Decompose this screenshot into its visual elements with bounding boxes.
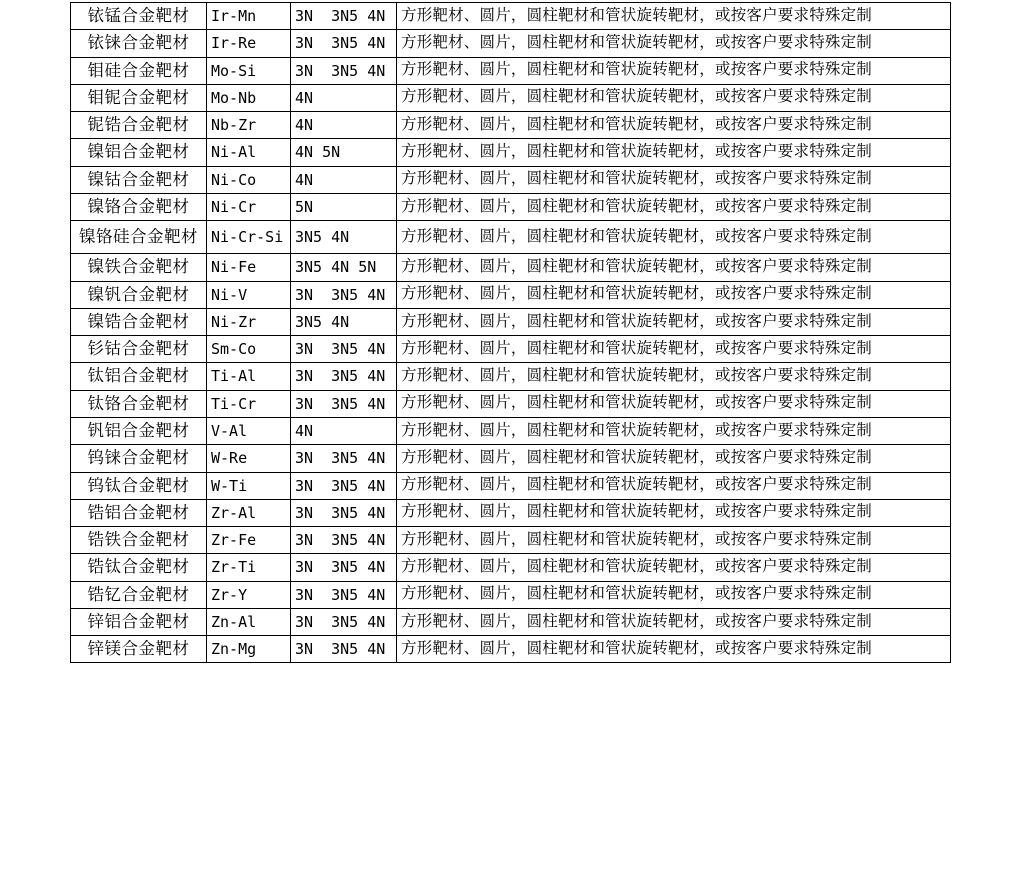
cell-product-name: 钛铬合金靶材 [71,390,207,417]
cell-product-name: 锆铁合金靶材 [71,527,207,554]
cell-purity: 3N 3N5 4N [291,30,397,57]
cell-product-name: 钒铝合金靶材 [71,417,207,444]
table-row [71,193,951,220]
table-body [71,3,951,663]
cell-purity: 3N 3N5 4N [291,554,397,581]
cell-purity: 4N [291,417,397,444]
cell-purity: 3N5 4N 5N [291,254,397,281]
cell-chemical-symbol: V-Al [207,417,291,444]
table-row [71,363,951,390]
table-row [71,84,951,111]
cell-purity: 4N 5N [291,139,397,166]
cell-purity: 3N 3N5 4N [291,336,397,363]
cell-description: 方形靶材、圆片，圆柱靶材和管状旋转靶材，或按客户要求特殊定制 [397,30,951,57]
table-row [71,166,951,193]
cell-product-name: 镍铝合金靶材 [71,139,207,166]
table-row [71,308,951,335]
cell-description: 方形靶材、圆片，圆柱靶材和管状旋转靶材，或按客户要求特殊定制 [397,281,951,308]
cell-product-name: 铱铼合金靶材 [71,30,207,57]
cell-description: 方形靶材、圆片，圆柱靶材和管状旋转靶材，或按客户要求特殊定制 [397,336,951,363]
table-row [71,254,951,281]
cell-chemical-symbol: Ni-Zr [207,308,291,335]
cell-description: 方形靶材、圆片，圆柱靶材和管状旋转靶材，或按客户要求特殊定制 [397,308,951,335]
cell-product-name: 镍铬合金靶材 [71,193,207,220]
table-row [71,30,951,57]
cell-description: 方形靶材、圆片，圆柱靶材和管状旋转靶材，或按客户要求特殊定制 [397,57,951,84]
cell-purity: 3N 3N5 4N [291,363,397,390]
table-row [71,554,951,581]
cell-chemical-symbol: Zn-Al [207,608,291,635]
cell-chemical-symbol: Zr-Y [207,581,291,608]
table-row [71,139,951,166]
cell-purity: 3N 3N5 4N [291,390,397,417]
cell-product-name: 钼铌合金靶材 [71,84,207,111]
cell-purity: 3N 3N5 4N [291,636,397,663]
cell-description: 方形靶材、圆片，圆柱靶材和管状旋转靶材，或按客户要求特殊定制 [397,581,951,608]
cell-chemical-symbol: Ir-Re [207,30,291,57]
cell-purity: 3N 3N5 4N [291,57,397,84]
cell-description: 方形靶材、圆片，圆柱靶材和管状旋转靶材，或按客户要求特殊定制 [397,554,951,581]
table-row [71,608,951,635]
cell-purity: 3N 3N5 4N [291,499,397,526]
cell-description: 方形靶材、圆片，圆柱靶材和管状旋转靶材，或按客户要求特殊定制 [397,193,951,220]
cell-purity: 4N [291,112,397,139]
cell-description: 方形靶材、圆片，圆柱靶材和管状旋转靶材，或按客户要求特殊定制 [397,636,951,663]
cell-product-name: 锌镁合金靶材 [71,636,207,663]
cell-chemical-symbol: Zr-Fe [207,527,291,554]
cell-purity: 3N 3N5 4N [291,527,397,554]
cell-product-name: 锌铝合金靶材 [71,608,207,635]
cell-description: 方形靶材、圆片，圆柱靶材和管状旋转靶材，或按客户要求特殊定制 [397,139,951,166]
cell-chemical-symbol: Ni-Fe [207,254,291,281]
cell-description: 方形靶材、圆片，圆柱靶材和管状旋转靶材，或按客户要求特殊定制 [397,84,951,111]
cell-chemical-symbol: Ni-Al [207,139,291,166]
cell-chemical-symbol: Ni-V [207,281,291,308]
cell-product-name: 锆钛合金靶材 [71,554,207,581]
table-row [71,336,951,363]
cell-description: 方形靶材、圆片，圆柱靶材和管状旋转靶材，或按客户要求特殊定制 [397,3,951,30]
cell-purity: 3N 3N5 4N [291,445,397,472]
cell-chemical-symbol: W-Ti [207,472,291,499]
cell-chemical-symbol: Ni-Cr-Si [207,221,291,254]
cell-product-name: 镍钒合金靶材 [71,281,207,308]
cell-purity: 5N [291,193,397,220]
cell-description: 方形靶材、圆片，圆柱靶材和管状旋转靶材，或按客户要求特殊定制 [397,417,951,444]
cell-product-name: 钨铼合金靶材 [71,445,207,472]
cell-chemical-symbol: Ti-Cr [207,390,291,417]
cell-purity: 3N 3N5 4N [291,3,397,30]
cell-product-name: 钨钛合金靶材 [71,472,207,499]
cell-description: 方形靶材、圆片，圆柱靶材和管状旋转靶材，或按客户要求特殊定制 [397,445,951,472]
table-row [71,636,951,663]
cell-chemical-symbol: Ni-Cr [207,193,291,220]
cell-description: 方形靶材、圆片，圆柱靶材和管状旋转靶材，或按客户要求特殊定制 [397,254,951,281]
document-page [0,2,1032,884]
cell-description: 方形靶材、圆片，圆柱靶材和管状旋转靶材，或按客户要求特殊定制 [397,472,951,499]
cell-description: 方形靶材、圆片，圆柱靶材和管状旋转靶材，或按客户要求特殊定制 [397,390,951,417]
cell-purity: 3N5 4N [291,308,397,335]
alloy-target-spec-table [70,2,951,663]
cell-product-name: 锆铝合金靶材 [71,499,207,526]
cell-chemical-symbol: Mo-Si [207,57,291,84]
cell-description: 方形靶材、圆片，圆柱靶材和管状旋转靶材，或按客户要求特殊定制 [397,112,951,139]
cell-purity: 4N [291,166,397,193]
cell-product-name: 镍锆合金靶材 [71,308,207,335]
cell-purity: 3N 3N5 4N [291,281,397,308]
cell-chemical-symbol: Ni-Co [207,166,291,193]
table-row [71,445,951,472]
cell-chemical-symbol: Zn-Mg [207,636,291,663]
cell-product-name: 钐钴合金靶材 [71,336,207,363]
cell-purity: 3N 3N5 4N [291,472,397,499]
cell-product-name: 镍铁合金靶材 [71,254,207,281]
cell-description: 方形靶材、圆片，圆柱靶材和管状旋转靶材，或按客户要求特殊定制 [397,608,951,635]
cell-description: 方形靶材、圆片，圆柱靶材和管状旋转靶材，或按客户要求特殊定制 [397,221,951,254]
table-row [71,527,951,554]
cell-description: 方形靶材、圆片，圆柱靶材和管状旋转靶材，或按客户要求特殊定制 [397,499,951,526]
cell-purity: 4N [291,84,397,111]
cell-chemical-symbol: Mo-Nb [207,84,291,111]
cell-chemical-symbol: Zr-Ti [207,554,291,581]
cell-product-name: 铌锆合金靶材 [71,112,207,139]
cell-purity: 3N5 4N [291,221,397,254]
table-row [71,221,951,254]
cell-product-name: 铱锰合金靶材 [71,3,207,30]
table-row [71,390,951,417]
table-row [71,499,951,526]
table-row [71,581,951,608]
cell-product-name: 钛铝合金靶材 [71,363,207,390]
cell-chemical-symbol: W-Re [207,445,291,472]
cell-chemical-symbol: Nb-Zr [207,112,291,139]
cell-chemical-symbol: Ir-Mn [207,3,291,30]
cell-product-name: 镍钴合金靶材 [71,166,207,193]
table-row [71,57,951,84]
cell-description: 方形靶材、圆片，圆柱靶材和管状旋转靶材，或按客户要求特殊定制 [397,527,951,554]
cell-chemical-symbol: Zr-Al [207,499,291,526]
cell-chemical-symbol: Sm-Co [207,336,291,363]
cell-purity: 3N 3N5 4N [291,581,397,608]
table-row [71,112,951,139]
cell-description: 方形靶材、圆片，圆柱靶材和管状旋转靶材，或按客户要求特殊定制 [397,363,951,390]
table-row [71,472,951,499]
cell-product-name: 镍铬硅合金靶材 [71,221,207,254]
cell-product-name: 钼硅合金靶材 [71,57,207,84]
table-row [71,281,951,308]
table-row [71,3,951,30]
cell-description: 方形靶材、圆片，圆柱靶材和管状旋转靶材，或按客户要求特殊定制 [397,166,951,193]
cell-product-name: 锆钇合金靶材 [71,581,207,608]
table-row [71,417,951,444]
cell-purity: 3N 3N5 4N [291,608,397,635]
cell-chemical-symbol: Ti-Al [207,363,291,390]
